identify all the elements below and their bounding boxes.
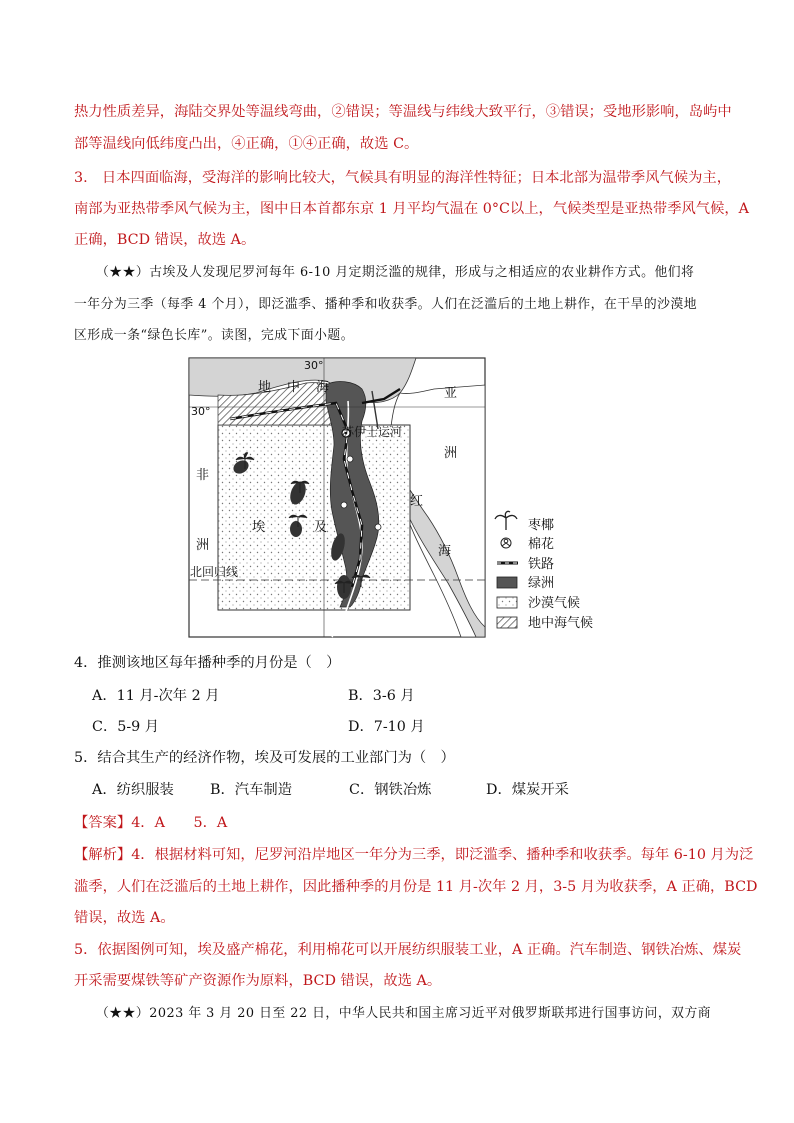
legend-cotton-icon (501, 538, 511, 548)
passage-2-line-1 (96, 1004, 711, 1024)
q3-explanation-line-1: 3. 日本四面临海，受海洋的影响比较大，气候具有明显的海洋性特征；日本北部为温带季风气候为主， (74, 170, 731, 186)
legend-hatched-icon (497, 617, 517, 628)
legend-palm-icon (495, 511, 517, 530)
prev-explanation-line-2: 部等温线向低纬度凸出，④正确，①④正确，故选 C。 (74, 136, 419, 152)
analysis-line-5: 开采需要煤铁等矿产资源作为原料，BCD 错误，故选 A。 (74, 973, 442, 989)
q4-option-c[interactable]: C．5-9 月 (92, 719, 160, 735)
mediterranean-label-3: 海 (316, 380, 330, 395)
legend-oasis-label: 绿洲 (528, 576, 555, 591)
analysis-line-3: 错误，故选 A。 (74, 910, 175, 926)
asia-label-1: 亚 (444, 386, 458, 401)
passage-1-line-2: 一年分为三季（每季 4 个月），即泛滥季、播种季和收获季。人们在泛滥后的土地上耕作，在干旱的沙漠地 (74, 297, 698, 312)
analysis-line-4: 5．依据图例可知，埃及盛产棉花，利用棉花可以开展纺织服装工业，A 正确。汽车制造、钢铁冶炼、煤炭 (74, 942, 742, 958)
analysis-label: 【解析】 (74, 847, 132, 863)
mediterranean-label-1: 地 (258, 380, 272, 395)
tropic-label: 北回归线 (190, 565, 239, 579)
difficulty-stars: （★★） (96, 265, 150, 280)
legend-hatched-label: 地中海气候 (528, 616, 594, 631)
red-sea-label-2: 海 (438, 544, 452, 559)
lat-label-top: 30° (304, 359, 324, 372)
prev-explanation-line-1: 热力性质差异，海陆交界处等温线弯曲，②错误；等温线与纬线大致平行，③错误；受地形影响，岛屿中 (74, 104, 732, 120)
legend-desert-icon (497, 597, 517, 608)
map-legend (495, 511, 593, 631)
suez-label: 苏伊士运河 (342, 425, 403, 439)
passage-1-line-1 (96, 263, 694, 283)
analysis-text-1: 4．根据材料可知，尼罗河沿岸地区一年分为三季，即泛滥季、播种季和收获季。每年 6-10 月为泛 (131, 847, 754, 863)
q4-option-d[interactable]: D．7-10 月 (348, 719, 425, 735)
africa-label-2: 洲 (196, 538, 210, 553)
legend-oasis-icon (497, 577, 517, 588)
africa-label-1: 非 (196, 468, 210, 483)
passage-2-text: 2023 年 3 月 20 日至 22 日，中华人民共和国主席习近平对俄罗斯联邦进行国事访问，双方商 (149, 1006, 712, 1021)
red-sea-label-1: 红 (410, 494, 424, 509)
legend-cotton-label: 棉花 (528, 537, 555, 552)
q3-explanation-line-2: 南部为亚热带季风气候为主，图中日本首都东京 1 月平均气温在 0°C以上，气候类型是亚热带季风气候，A (74, 201, 749, 217)
legend-railway-label: 铁路 (528, 557, 555, 572)
q5-stem: 5．结合其生产的经济作物，埃及可发展的工业部门为（ ） (74, 750, 455, 766)
egypt-label-2: 及 (314, 520, 328, 535)
analysis-line-1 (74, 845, 753, 865)
map-frame (189, 358, 485, 637)
q3-explanation-line-3: 正确，BCD 错误，故选 A。 (74, 232, 256, 248)
legend-palm-label: 枣椰 (528, 518, 555, 533)
q5-option-c[interactable]: C．钢铁冶炼 (349, 782, 432, 798)
answer-text: 4．A 5．A (131, 815, 228, 831)
passage-1-line-3: 区形成一条“绿色长库”。读图，完成下面小题。 (74, 328, 355, 343)
q4-option-a[interactable]: A．11 月-次年 2 月 (92, 688, 220, 704)
lat-label-left: 30° (191, 405, 211, 418)
difficulty-stars-2: （★★） (96, 1006, 150, 1021)
legend-desert-label: 沙漠气候 (528, 596, 581, 611)
q5-option-b[interactable]: B．汽车制造 (210, 782, 292, 798)
q5-option-a[interactable]: A．纺织服装 (92, 782, 174, 798)
egypt-label-1: 埃 (252, 520, 266, 535)
q4-option-b[interactable]: B．3-6 月 (348, 688, 415, 704)
mediterranean-label-2: 中 (287, 380, 301, 395)
passage-1-text: 古埃及人发现尼罗河每年 6-10 月定期泛滥的规律，形成与之相适应的农业耕作方式。他们将 (149, 265, 695, 280)
q5-option-d[interactable]: D．煤炭开采 (486, 782, 569, 798)
answer-line (74, 813, 227, 833)
answer-label: 【答案】 (74, 815, 132, 831)
asia-label-2: 洲 (444, 446, 458, 461)
analysis-line-2: 滥季，人们在泛滥后的土地上耕作，因此播种季的月份是 11 月-次年 2 月，3-5 月为收获季，A 正确，BCD (74, 879, 758, 895)
q4-stem: 4．推测该地区每年播种季的月份是（ ） (74, 655, 341, 671)
egypt-nile-map (186, 355, 606, 640)
